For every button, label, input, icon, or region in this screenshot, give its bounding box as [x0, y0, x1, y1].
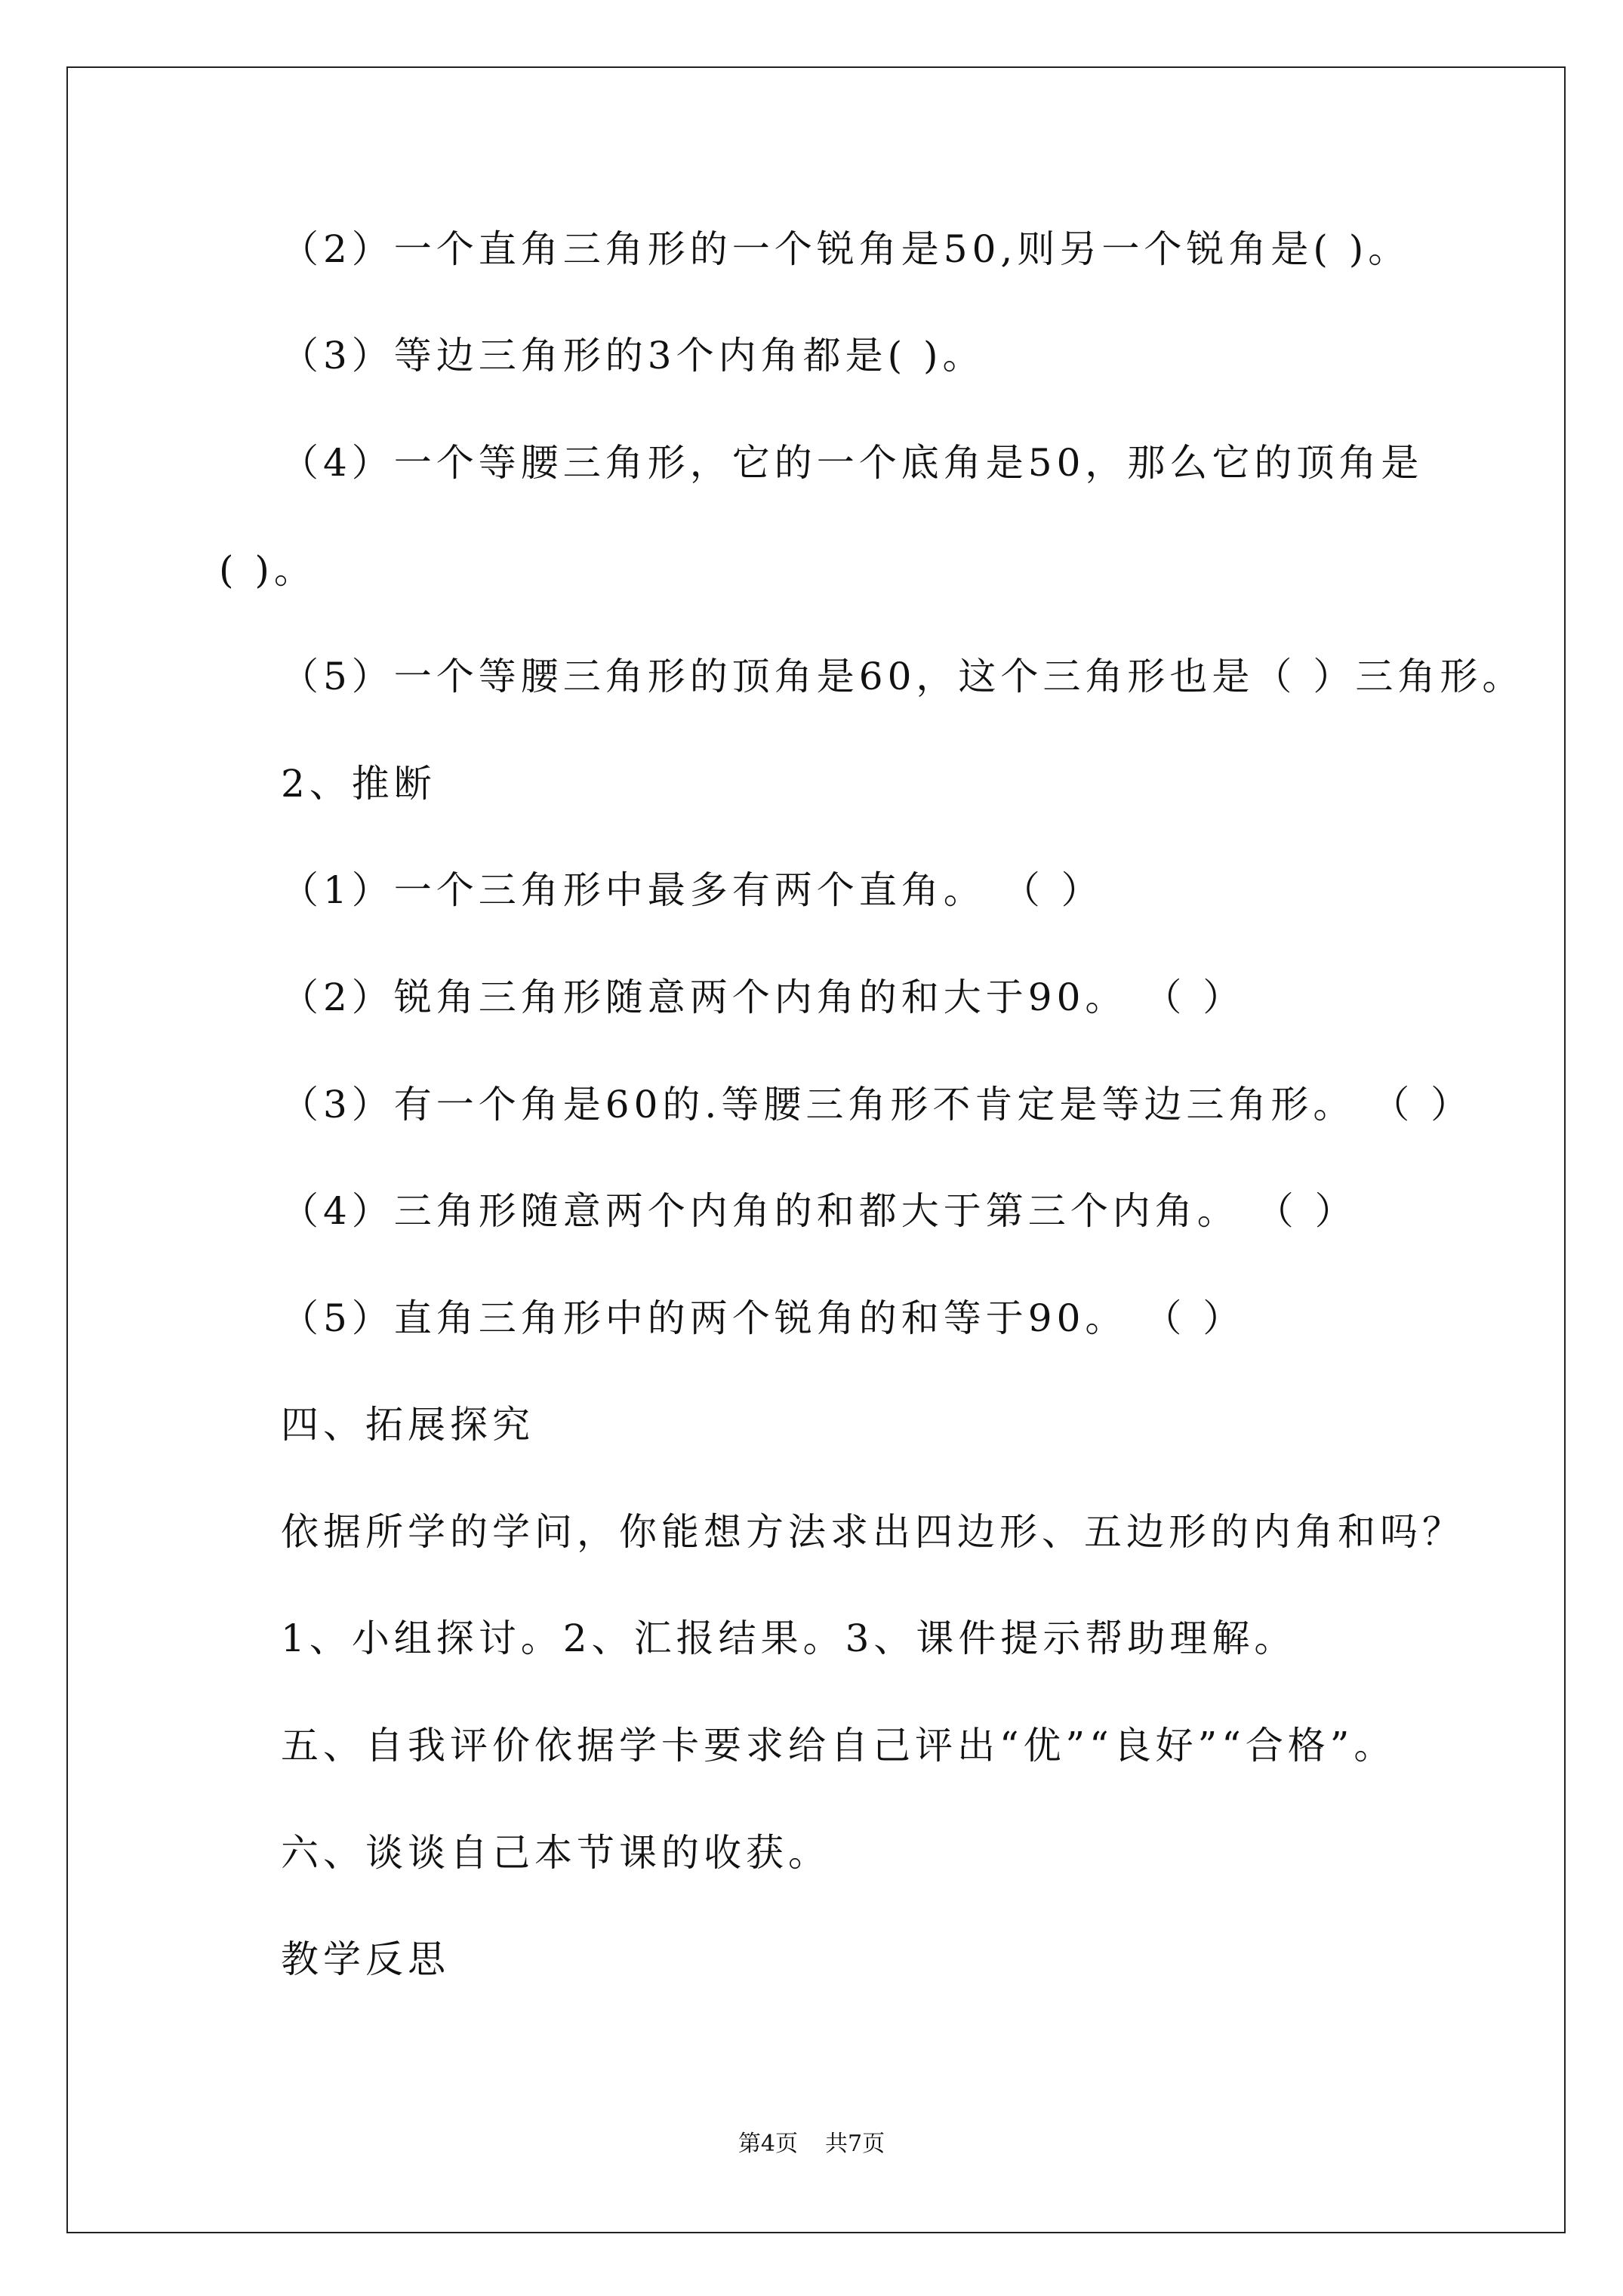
section-heading-judgement: 2、推断 — [281, 762, 436, 806]
question-line-4-continued: ( )。 — [219, 548, 316, 592]
extension-question: 依据所学的学问，你能想方法求出四边形、五边形的内角和吗？ — [281, 1510, 1464, 1554]
question-line-4: （4）一个等腰三角形，它的一个底角是50，那么它的顶角是 — [281, 441, 1424, 485]
judgement-line-5: （5）直角三角形中的两个锐角的和等于90。 （ ） — [281, 1296, 1246, 1340]
extension-steps: 1、小组探讨。2、汇报结果。3、课件提示帮助理解。 — [281, 1616, 1297, 1660]
page-border — [66, 66, 1566, 2233]
page-number: 第4页 — [738, 2131, 798, 2157]
section-self-evaluation: 五、自我评价依据学卡要求给自己评出“优”“良好”“合格”。 — [281, 1724, 1397, 1767]
judgement-line-1: （1）一个三角形中最多有两个直角。 （ ） — [281, 868, 1104, 912]
section-heading-extension: 四、拓展探究 — [281, 1403, 534, 1447]
page-footer — [0, 2129, 1623, 2159]
question-line-2: （2）一个直角三角形的一个锐角是50,则另一个锐角是( )。 — [281, 227, 1411, 271]
section-reflection-gains: 六、谈谈自己本节课的收获。 — [281, 1831, 830, 1875]
section-teaching-reflection: 教学反思 — [281, 1937, 450, 1981]
question-line-5: （5）一个等腰三角形的顶角是60，这个三角形也是（ ）三角形。 — [281, 655, 1525, 698]
judgement-line-4: （4）三角形随意两个内角的和都大于第三个内角。 （ ） — [281, 1189, 1357, 1233]
judgement-line-2: （2）锐角三角形随意两个内角的和大于90。 （ ） — [281, 975, 1246, 1019]
question-line-3: （3）等边三角形的3个内角都是( )。 — [281, 334, 985, 378]
judgement-line-3: （3）有一个角是60的.等腰三角形不肯定是等边三角形。 （ ） — [281, 1083, 1474, 1126]
page-total: 共7页 — [825, 2131, 885, 2157]
